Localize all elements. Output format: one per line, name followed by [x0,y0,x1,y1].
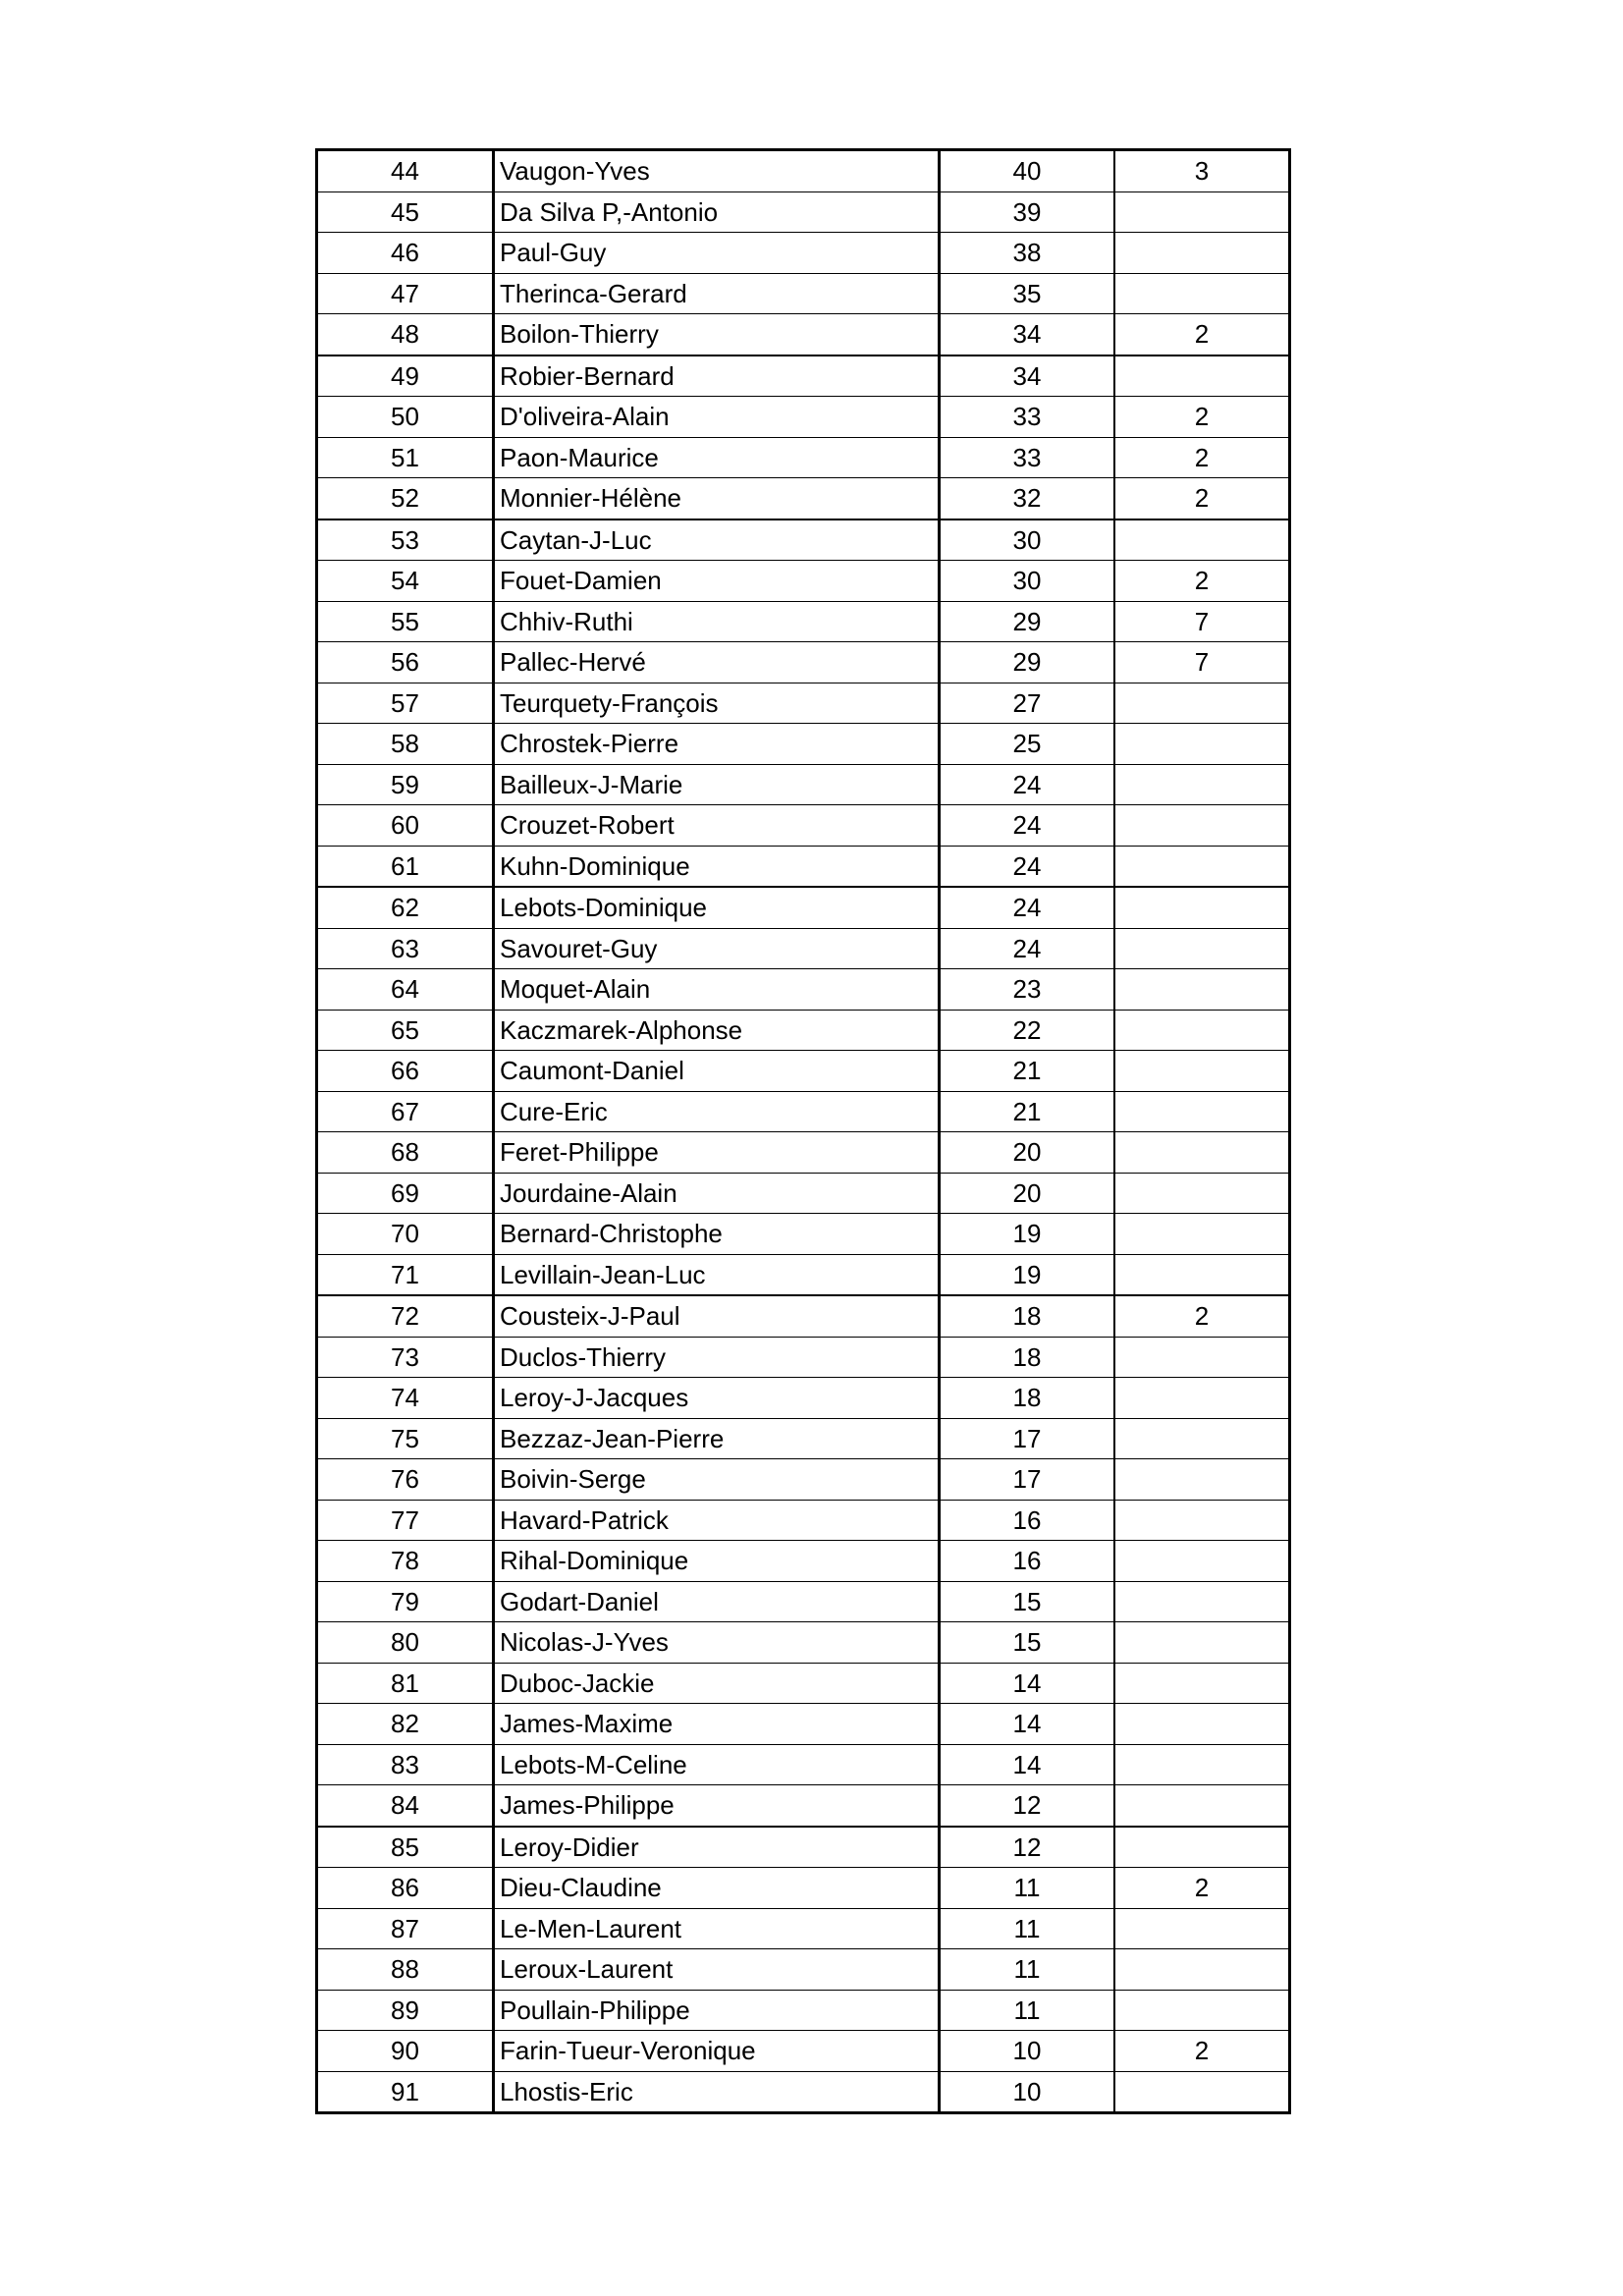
extra-cell [1114,805,1290,847]
ranking-table-body [317,150,1290,2113]
score-cell: 12 [940,1827,1115,1868]
score-cell: 40 [940,150,1115,192]
extra-cell [1114,1500,1290,1541]
rank-cell: 59 [317,764,494,805]
rank-cell: 80 [317,1622,494,1664]
table-row [317,1581,1290,1622]
extra-cell [1114,1091,1290,1132]
name-cell: Poullain-Philippe [494,1990,940,2031]
extra-cell [1114,969,1290,1011]
score-cell: 39 [940,191,1115,233]
extra-cell [1114,764,1290,805]
extra-cell: 2 [1114,314,1290,355]
name-cell: Boivin-Serge [494,1459,940,1501]
score-cell: 18 [940,1378,1115,1419]
extra-cell [1114,1173,1290,1214]
extra-cell [1114,1010,1290,1051]
name-cell: Teurquety-François [494,683,940,724]
rank-cell: 58 [317,724,494,765]
table-row [317,1500,1290,1541]
table-row [317,846,1290,887]
table-row [317,1295,1290,1337]
extra-cell [1114,683,1290,724]
table-row [317,1541,1290,1582]
rank-cell: 70 [317,1214,494,1255]
ranking-table [315,148,1291,2114]
name-cell: Farin-Tueur-Veronique [494,2031,940,2072]
rank-cell: 78 [317,1541,494,1582]
score-cell: 10 [940,2031,1115,2072]
name-cell: Da Silva P,-Antonio [494,191,940,233]
table-row [317,1091,1290,1132]
name-cell: Le-Men-Laurent [494,1908,940,1949]
score-cell: 30 [940,519,1115,561]
rank-cell: 48 [317,314,494,355]
score-cell: 35 [940,273,1115,314]
rank-cell: 50 [317,397,494,438]
extra-cell [1114,724,1290,765]
table-row [317,1663,1290,1704]
table-row [317,1949,1290,1991]
score-cell: 17 [940,1459,1115,1501]
name-cell: Bezzaz-Jean-Pierre [494,1418,940,1459]
extra-cell [1114,519,1290,561]
extra-cell: 7 [1114,601,1290,642]
score-cell: 32 [940,478,1115,519]
table-row [317,1214,1290,1255]
score-cell: 19 [940,1214,1115,1255]
table-row [317,1173,1290,1214]
score-cell: 24 [940,764,1115,805]
table-row [317,1622,1290,1664]
extra-cell [1114,928,1290,969]
rank-cell: 68 [317,1132,494,1174]
extra-cell: 2 [1114,561,1290,602]
name-cell: Vaugon-Yves [494,150,940,192]
score-cell: 27 [940,683,1115,724]
score-cell: 11 [940,1868,1115,1909]
table-row [317,683,1290,724]
name-cell: Havard-Patrick [494,1500,940,1541]
score-cell: 11 [940,1908,1115,1949]
table-row [317,233,1290,274]
name-cell: Kuhn-Dominique [494,846,940,887]
rank-cell: 77 [317,1500,494,1541]
rank-cell: 64 [317,969,494,1011]
score-cell: 24 [940,928,1115,969]
extra-cell [1114,887,1290,928]
extra-cell [1114,1990,1290,2031]
name-cell: Caumont-Daniel [494,1051,940,1092]
rank-cell: 90 [317,2031,494,2072]
name-cell: Levillain-Jean-Luc [494,1254,940,1295]
name-cell: Caytan-J-Luc [494,519,940,561]
name-cell: James-Maxime [494,1704,940,1745]
table-row [317,355,1290,397]
score-cell: 24 [940,846,1115,887]
name-cell: Robier-Bernard [494,355,940,397]
score-cell: 14 [940,1663,1115,1704]
extra-cell [1114,1908,1290,1949]
extra-cell [1114,1337,1290,1378]
name-cell: Moquet-Alain [494,969,940,1011]
score-cell: 14 [940,1704,1115,1745]
extra-cell [1114,1378,1290,1419]
score-cell: 12 [940,1785,1115,1827]
name-cell: Savouret-Guy [494,928,940,969]
table-row [317,478,1290,519]
table-row [317,273,1290,314]
score-cell: 11 [940,1990,1115,2031]
extra-cell [1114,233,1290,274]
table-row [317,1254,1290,1295]
name-cell: Bailleux-J-Marie [494,764,940,805]
name-cell: Leroy-Didier [494,1827,940,1868]
extra-cell: 2 [1114,478,1290,519]
table-row [317,150,1290,192]
name-cell: Fouet-Damien [494,561,940,602]
name-cell: Lebots-Dominique [494,887,940,928]
table-row [317,1744,1290,1785]
rank-cell: 60 [317,805,494,847]
extra-cell [1114,1744,1290,1785]
name-cell: Crouzet-Robert [494,805,940,847]
score-cell: 38 [940,233,1115,274]
score-cell: 33 [940,397,1115,438]
table-row [317,1868,1290,1909]
rank-cell: 54 [317,561,494,602]
name-cell: Paon-Maurice [494,437,940,478]
score-cell: 16 [940,1500,1115,1541]
extra-cell: 2 [1114,397,1290,438]
table-row [317,764,1290,805]
table-row [317,724,1290,765]
table-row [317,1785,1290,1827]
name-cell: Kaczmarek-Alphonse [494,1010,940,1051]
name-cell: Godart-Daniel [494,1581,940,1622]
name-cell: Feret-Philippe [494,1132,940,1174]
rank-cell: 87 [317,1908,494,1949]
score-cell: 34 [940,314,1115,355]
score-cell: 18 [940,1337,1115,1378]
table-row [317,1827,1290,1868]
score-cell: 29 [940,642,1115,683]
extra-cell [1114,1459,1290,1501]
name-cell: Bernard-Christophe [494,1214,940,1255]
rank-cell: 49 [317,355,494,397]
rank-cell: 51 [317,437,494,478]
extra-cell [1114,1132,1290,1174]
rank-cell: 69 [317,1173,494,1214]
extra-cell [1114,2071,1290,2113]
score-cell: 20 [940,1132,1115,1174]
table-row [317,1378,1290,1419]
name-cell: Jourdaine-Alain [494,1173,940,1214]
table-row [317,314,1290,355]
score-cell: 23 [940,969,1115,1011]
extra-cell [1114,1541,1290,1582]
table-row [317,1459,1290,1501]
score-cell: 10 [940,2071,1115,2113]
rank-cell: 72 [317,1295,494,1337]
score-cell: 18 [940,1295,1115,1337]
rank-cell: 65 [317,1010,494,1051]
score-cell: 24 [940,805,1115,847]
rank-cell: 82 [317,1704,494,1745]
rank-cell: 85 [317,1827,494,1868]
table-row [317,642,1290,683]
extra-cell [1114,1663,1290,1704]
extra-cell [1114,1418,1290,1459]
table-row [317,191,1290,233]
score-cell: 29 [940,601,1115,642]
extra-cell [1114,1785,1290,1827]
rank-cell: 55 [317,601,494,642]
table-row [317,397,1290,438]
score-cell: 15 [940,1581,1115,1622]
score-cell: 24 [940,887,1115,928]
rank-cell: 71 [317,1254,494,1295]
rank-cell: 45 [317,191,494,233]
extra-cell [1114,1254,1290,1295]
table-row [317,1010,1290,1051]
name-cell: Boilon-Thierry [494,314,940,355]
rank-cell: 73 [317,1337,494,1378]
rank-cell: 44 [317,150,494,192]
score-cell: 30 [940,561,1115,602]
score-cell: 14 [940,1744,1115,1785]
extra-cell [1114,355,1290,397]
rank-cell: 47 [317,273,494,314]
extra-cell [1114,273,1290,314]
name-cell: Duclos-Thierry [494,1337,940,1378]
score-cell: 20 [940,1173,1115,1214]
rank-cell: 81 [317,1663,494,1704]
extra-cell: 2 [1114,1295,1290,1337]
name-cell: James-Philippe [494,1785,940,1827]
name-cell: Cure-Eric [494,1091,940,1132]
rank-cell: 89 [317,1990,494,2031]
score-cell: 21 [940,1051,1115,1092]
table-row [317,805,1290,847]
extra-cell [1114,1214,1290,1255]
rank-cell: 52 [317,478,494,519]
rank-cell: 62 [317,887,494,928]
name-cell: Leroux-Laurent [494,1949,940,1991]
rank-cell: 83 [317,1744,494,1785]
name-cell: Nicolas-J-Yves [494,1622,940,1664]
extra-cell [1114,846,1290,887]
name-cell: Dieu-Claudine [494,1868,940,1909]
name-cell: Pallec-Hervé [494,642,940,683]
rank-cell: 91 [317,2071,494,2113]
score-cell: 22 [940,1010,1115,1051]
table-row [317,1908,1290,1949]
rank-cell: 57 [317,683,494,724]
rank-cell: 53 [317,519,494,561]
table-row [317,2071,1290,2113]
rank-cell: 63 [317,928,494,969]
table-row [317,601,1290,642]
name-cell: Leroy-J-Jacques [494,1378,940,1419]
table-row [317,561,1290,602]
extra-cell [1114,1949,1290,1991]
score-cell: 34 [940,355,1115,397]
name-cell: Lebots-M-Celine [494,1744,940,1785]
score-cell: 16 [940,1541,1115,1582]
extra-cell: 2 [1114,437,1290,478]
table-row [317,1704,1290,1745]
table-row [317,2031,1290,2072]
name-cell: Paul-Guy [494,233,940,274]
name-cell: Lhostis-Eric [494,2071,940,2113]
extra-cell [1114,1581,1290,1622]
extra-cell [1114,1622,1290,1664]
score-cell: 19 [940,1254,1115,1295]
rank-cell: 86 [317,1868,494,1909]
extra-cell [1114,1051,1290,1092]
rank-cell: 46 [317,233,494,274]
score-cell: 33 [940,437,1115,478]
score-cell: 15 [940,1622,1115,1664]
table-row [317,1990,1290,2031]
name-cell: Monnier-Hélène [494,478,940,519]
score-cell: 17 [940,1418,1115,1459]
table-row [317,437,1290,478]
name-cell: D'oliveira-Alain [494,397,940,438]
extra-cell: 3 [1114,150,1290,192]
extra-cell [1114,1704,1290,1745]
name-cell: Duboc-Jackie [494,1663,940,1704]
rank-cell: 76 [317,1459,494,1501]
score-cell: 21 [940,1091,1115,1132]
name-cell: Therinca-Gerard [494,273,940,314]
table-row [317,928,1290,969]
rank-cell: 66 [317,1051,494,1092]
rank-cell: 67 [317,1091,494,1132]
table-row [317,887,1290,928]
name-cell: Chrostek-Pierre [494,724,940,765]
extra-cell [1114,1827,1290,1868]
rank-cell: 84 [317,1785,494,1827]
table-row [317,1418,1290,1459]
rank-cell: 61 [317,846,494,887]
extra-cell: 7 [1114,642,1290,683]
rank-cell: 74 [317,1378,494,1419]
score-cell: 11 [940,1949,1115,1991]
rank-cell: 56 [317,642,494,683]
table-row [317,1051,1290,1092]
extra-cell: 2 [1114,2031,1290,2072]
name-cell: Rihal-Dominique [494,1541,940,1582]
rank-cell: 79 [317,1581,494,1622]
extra-cell [1114,191,1290,233]
name-cell: Chhiv-Ruthi [494,601,940,642]
score-cell: 25 [940,724,1115,765]
table-row [317,1132,1290,1174]
table-row [317,1337,1290,1378]
rank-cell: 88 [317,1949,494,1991]
table-row [317,969,1290,1011]
extra-cell: 2 [1114,1868,1290,1909]
name-cell: Cousteix-J-Paul [494,1295,940,1337]
table-row [317,519,1290,561]
rank-cell: 75 [317,1418,494,1459]
